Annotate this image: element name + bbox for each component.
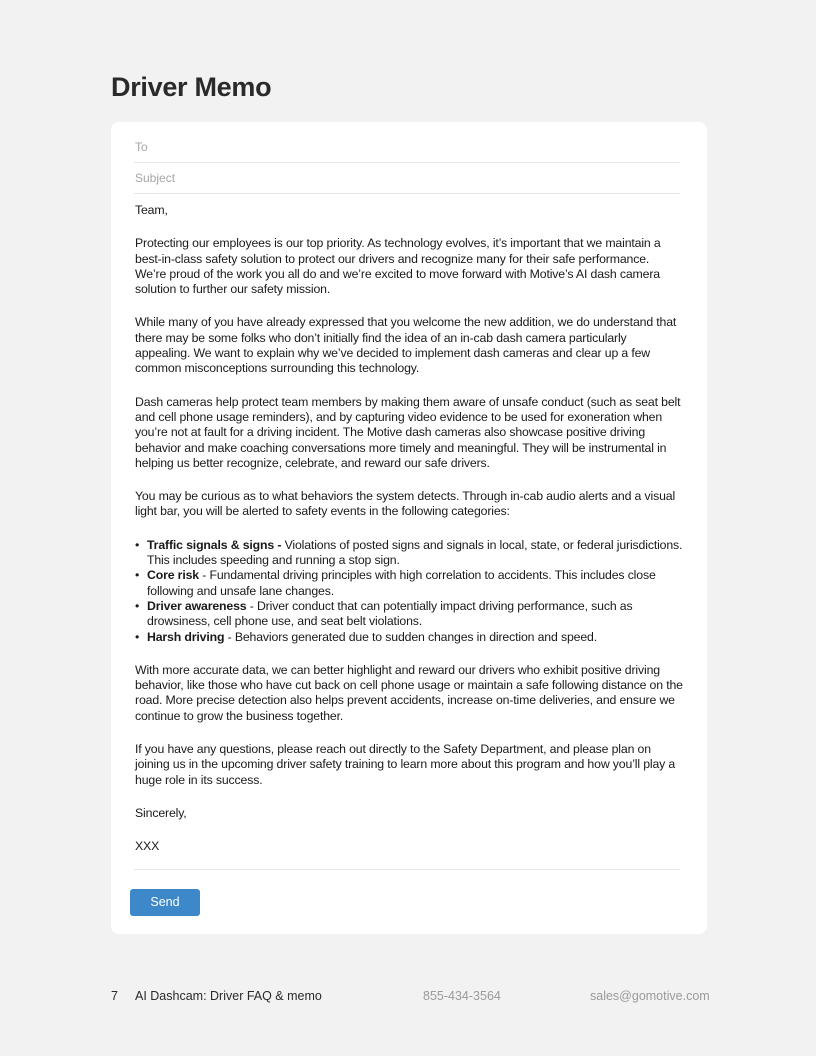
category-description: Behaviors generated due to sudden changes in direction and speed.: [234, 629, 597, 644]
document-name: AI Dashcam: Driver FAQ & memo: [135, 989, 322, 1003]
send-button[interactable]: Send: [130, 889, 200, 916]
category-description: Violations of posted signs and signals in local, state, or federal jurisdictions. This includes speeding and running a stop sign.: [147, 537, 683, 568]
category-separator: -: [224, 629, 235, 644]
to-field[interactable]: To: [134, 122, 680, 163]
category-separator: -: [246, 598, 257, 613]
category-description: Driver conduct that can potentially impact driving performance, such as drowsiness, cell phone use, and seat belt violations.: [147, 598, 633, 629]
email-address: sales@gomotive.com: [590, 989, 710, 1003]
memo-greeting: Team,: [135, 203, 168, 217]
category-term: Driver awareness: [147, 598, 247, 613]
category-term: Traffic signals & signs: [147, 537, 275, 552]
category-description: Fundamental driving principles with high correlation to accidents. This includes close following and unsafe lane changes.: [147, 568, 656, 598]
divider: [134, 869, 680, 870]
memo-card: [111, 122, 707, 934]
list-item: [135, 599, 683, 630]
bullet-icon: •: [135, 598, 140, 613]
list-item: [135, 568, 683, 599]
category-separator: -: [274, 537, 285, 552]
bullet-icon: •: [135, 568, 140, 583]
memo-body[interactable]: [135, 203, 683, 873]
memo-paragraph: Protecting our employees is our top priority. As technology evolves, it’s important that we maintain a best-in-class safety solution to protect our drivers and recognize many for their safe performance. We’re proud of the work you all do and we’re excited to move forward with Motive’s AI dash camera solution to further our safety mission.: [135, 236, 661, 297]
memo-paragraph: If you have any questions, please reach out directly to the Safety Department, and please plan on joining us in the upcoming driver safety training to learn more about this program and how you’ll play a huge role in its success.: [135, 742, 676, 787]
page-title: Driver Memo: [111, 72, 272, 102]
category-list: [135, 538, 683, 645]
memo-paragraph: You may be curious as to what behaviors the system detects. Through in-cab audio alerts and a visual light bar, you will be alerted to safety events in the following categories:: [135, 489, 676, 519]
memo-paragraph: Dash cameras help protect team members by making them aware of unsafe conduct (such as seat belt and cell phone usage reminders), and by capturing video evidence to be used for exoneration when you’re not at fault for a driving incident. The Motive dash cameras also showcase positive driving behavior and make coaching conversations more timely and meaningful. They will be instrumental in helping us better recognize, celebrate, and reward our safe drivers.: [135, 394, 681, 470]
bullet-icon: •: [135, 537, 140, 552]
list-item: [135, 538, 683, 569]
page-number: 7: [111, 989, 118, 1003]
memo-paragraph: With more accurate data, we can better highlight and reward our drivers who exhibit positive driving behavior, like those who have cut back on cell phone usage or maintain a safe following distance on the road. More precise detection also helps prevent accidents, increase on-time deliveries, and ensure we continue to grow the business together.: [135, 662, 683, 723]
bullet-icon: •: [135, 629, 140, 644]
memo-signature: XXX: [135, 839, 160, 854]
category-term: Core risk: [147, 568, 199, 583]
category-separator: -: [198, 568, 210, 583]
list-item: [135, 630, 683, 645]
memo-closing: Sincerely,: [135, 805, 187, 820]
category-term: Harsh driving: [147, 629, 225, 644]
memo-paragraph: While many of you have already expressed that you welcome the new addition, we do understand that there may be some folks who don’t initially find the idea of an in-cab dash camera particularly appealing. We want to explain why we’ve decided to implement dash cameras and clear up a few common misconceptions surrounding this technology.: [135, 315, 677, 376]
subject-field[interactable]: Subject: [134, 163, 680, 194]
phone-number: 855-434-3564: [423, 989, 501, 1003]
